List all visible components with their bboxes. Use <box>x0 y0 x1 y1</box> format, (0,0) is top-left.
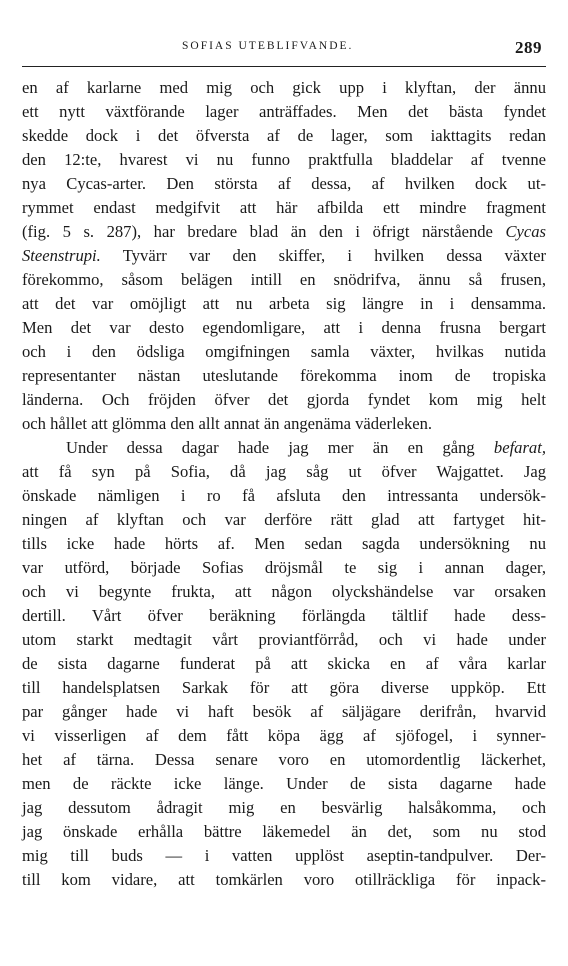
line-text: ningen af klyftan och var derföre rätt glad att fartyget hit- <box>22 510 546 529</box>
line-text: och i den ödsliga omgifningen samla växter, hvilkas nutida <box>22 342 546 361</box>
line-text: Tyvärr var den skiffer, i hvilken dessa växter <box>100 246 546 265</box>
running-head: SOFIAS UTEBLIFVANDE. <box>182 40 354 52</box>
line-text: länderna. Och fröjden öfver det gjorda fyndet kom mig helt <box>22 390 546 409</box>
text-line <box>22 316 546 340</box>
line-text: var utförd, började Sofias dröjsmål te sig i annan dager, <box>22 558 546 577</box>
line-text: att få syn på Sofia, då jag såg ut öfver Wajgattet. Jag <box>22 462 546 481</box>
line-text: tills icke hade hörts af. Men sedan sagda undersökning nu <box>22 534 546 553</box>
line-text: jag dessutom ådragit mig en besvärlig halsåkomma, och <box>22 798 546 817</box>
text-line <box>22 748 546 772</box>
line-text: (fig. 5 s. 287), har bredare blad än den i öfrigt närstående <box>22 222 493 241</box>
line-text: utom starkt medtagit vårt proviantförråd, och vi hade under <box>22 630 546 649</box>
line-text: jag önskade erhålla bättre läkemedel än det, som nu stod <box>22 822 546 841</box>
line-text: dertill. Vårt öfver beräkning förlängda tältlif hade dess- <box>22 606 546 625</box>
italic-term: Steenstrupi. <box>22 246 101 265</box>
text-line <box>22 508 546 532</box>
page-header <box>22 38 546 62</box>
text-line <box>22 844 546 868</box>
line-text: men de räckte icke länge. Under de sista dagarne hade <box>22 774 546 793</box>
line-text: vi visserligen af dem fått köpa ägg af sjöfogel, i synner- <box>22 726 546 745</box>
text-line <box>22 268 546 292</box>
text-line <box>22 100 546 124</box>
text-line <box>22 292 546 316</box>
text-line <box>22 220 546 244</box>
text-line <box>22 484 546 508</box>
text-line <box>22 820 546 844</box>
line-text: och hållet att glömma den allt annat än angenäma väderleken. <box>22 414 433 433</box>
text-line <box>22 460 546 484</box>
text-line <box>22 196 546 220</box>
line-text: och vi begynte frukta, att någon olyckshändelse var orsaken <box>22 582 546 601</box>
header-rule <box>22 66 546 67</box>
text-line <box>22 556 546 580</box>
text-line <box>22 364 546 388</box>
text-line <box>22 340 546 364</box>
line-text: till kom vidare, att tomkärlen voro otillräckliga för inpack- <box>22 870 546 889</box>
line-text: de sista dagarne funderat på att skicka en af våra karlar <box>22 654 546 673</box>
line-text: het af tärna. Dessa senare voro en utomordentlig läckerhet, <box>22 750 546 769</box>
text-line <box>22 772 546 796</box>
page-number: 289 <box>515 38 542 57</box>
text-line <box>22 172 546 196</box>
italic-term: befarat, <box>493 438 546 457</box>
text-line <box>22 796 546 820</box>
text-line <box>22 580 546 604</box>
line-text: Under dessa dagar hade jag mer än en gång <box>66 438 475 457</box>
line-text: nya Cycas-arter. Den största af dessa, af hvilken dock ut- <box>22 174 546 193</box>
text-line <box>22 436 546 460</box>
line-text: till handelsplatsen Sarkak för att göra diverse uppköp. Ett <box>22 678 546 697</box>
body-text <box>22 76 546 892</box>
text-line <box>22 676 546 700</box>
text-line <box>22 148 546 172</box>
text-line <box>22 604 546 628</box>
text-line <box>22 652 546 676</box>
line-text: par gånger hade vi haft besök af säljägare derifrån, hvarvid <box>22 702 546 721</box>
line-text: ett nytt växtförande lager anträffades. Men det bästa fyndet <box>22 102 546 121</box>
text-line <box>22 868 546 892</box>
line-text: mig till buds — i vatten upplöst aseptin-tandpulver. Der- <box>22 846 546 865</box>
line-text: en af karlarne med mig och gick upp i klyftan, der ännu <box>22 78 546 97</box>
line-text: den 12:te, hvarest vi nu funno praktfulla bladdelar af tvenne <box>22 150 546 169</box>
text-line <box>22 700 546 724</box>
text-line <box>22 388 546 412</box>
text-line <box>22 412 546 436</box>
text-line <box>22 532 546 556</box>
line-text: förekommo, såsom belägen intill en snödrifva, ännu så frusen, <box>22 270 546 289</box>
line-text: Men det var desto egendomligare, att i denna frusna bergart <box>22 318 546 337</box>
line-text: rymmet endast medgifvit att här afbilda ett mindre fragment <box>22 198 546 217</box>
line-text: skedde dock i det öfversta af de lager, som iakttagits redan <box>22 126 546 145</box>
text-line <box>22 244 546 268</box>
text-line <box>22 724 546 748</box>
line-text: att det var omöjligt att nu arbeta sig längre in i densamma. <box>22 294 546 313</box>
text-line <box>22 76 546 100</box>
line-text: önskade nämligen i ro få afsluta den intressanta undersök- <box>22 486 546 505</box>
italic-term: Cycas <box>505 222 546 241</box>
text-line <box>22 628 546 652</box>
text-line <box>22 124 546 148</box>
line-text: representanter nästan uteslutande förekomma inom de tropiska <box>22 366 546 385</box>
